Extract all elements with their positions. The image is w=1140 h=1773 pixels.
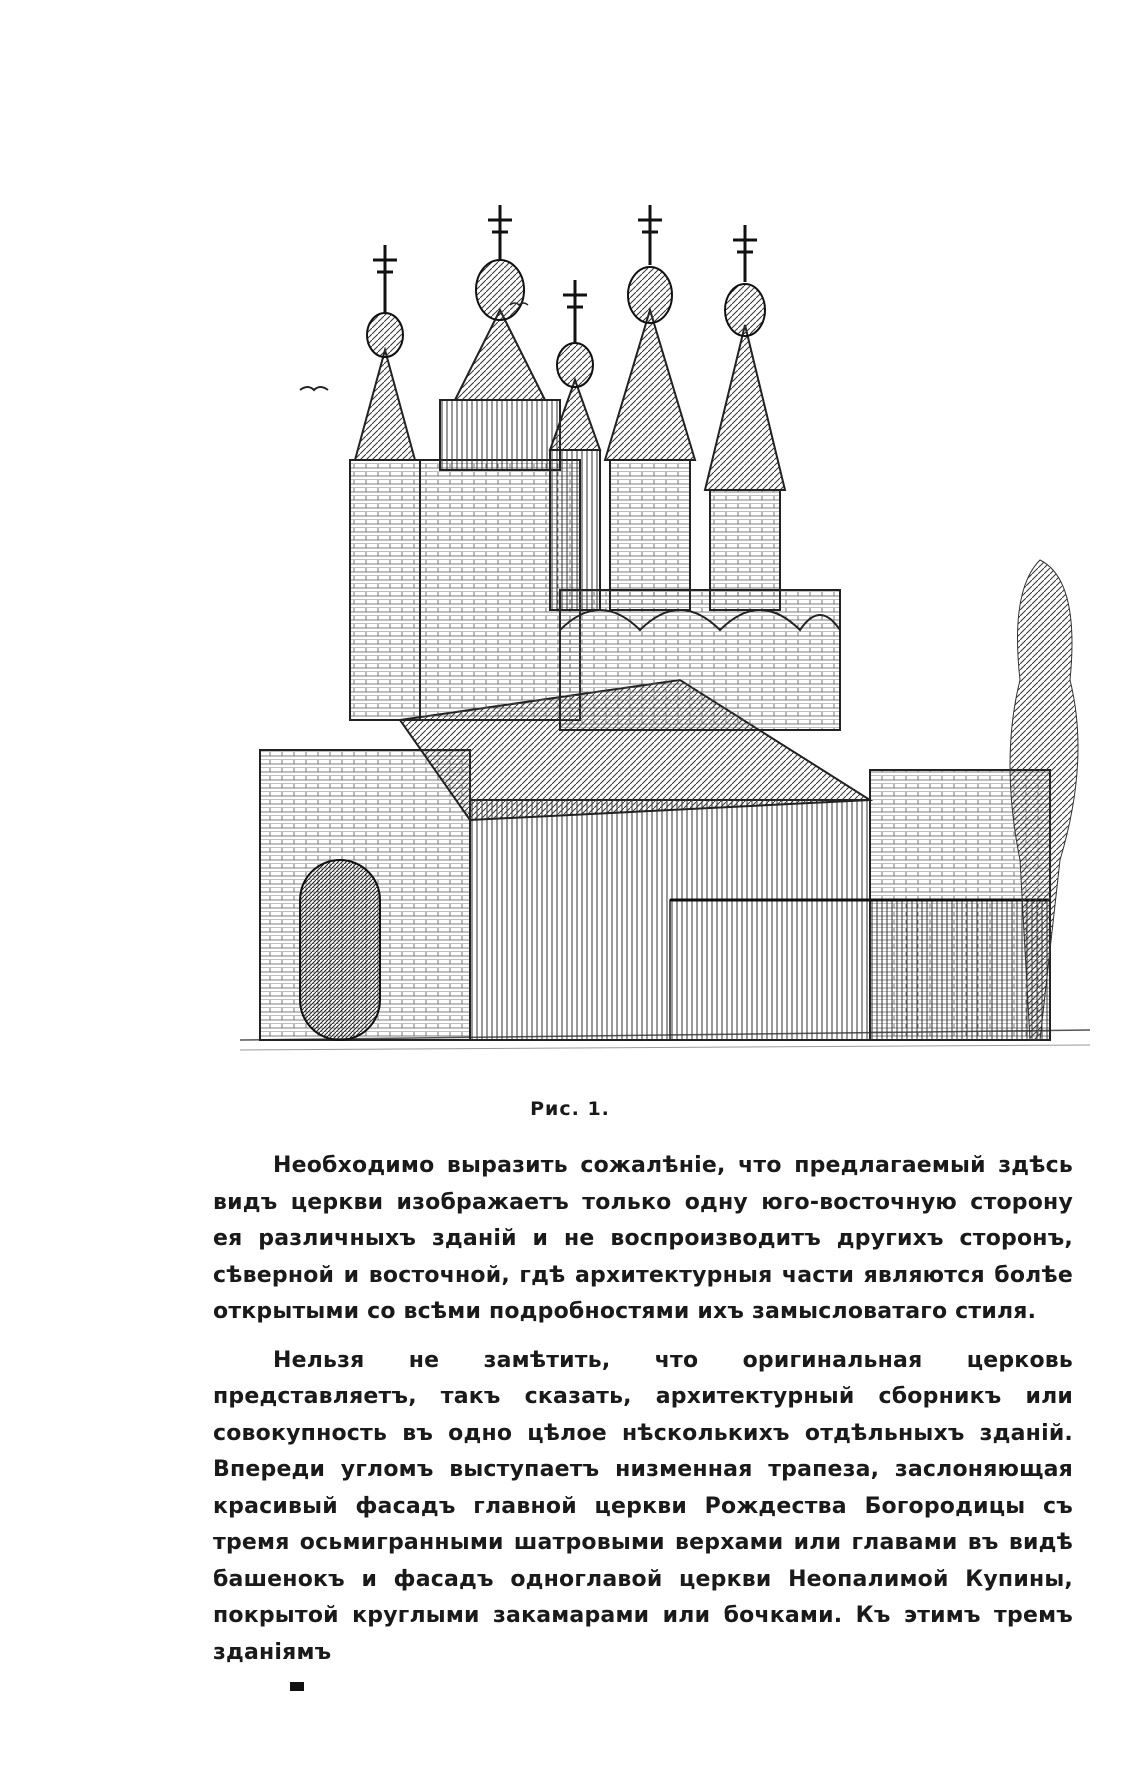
- church-engraving-icon: [240, 160, 1090, 1090]
- paragraph-1: Необходимо выразить сожалѣніе, что предлагаемый здѣсь видъ церкви изображаетъ только одну юго-восточную сторону ея различныхъ зданій и не воспроизводитъ другихъ сторонъ, сѣверной и восточной, гдѣ архитектурныя части являются болѣе открытыми со всѣми подробностями ихъ замысловатаго стиля.: [213, 1153, 1073, 1324]
- paragraph-2: Нельзя не замѣтить, что оригинальная церковь представляетъ, такъ сказать, архитектурный сборникъ или совокупность въ одно цѣлое нѣсколькихъ отдѣльныхъ зданій. Впереди угломъ выступаетъ низменная трапеза, заслоняющая красивый фасадъ главной церкви Рождества Богородицы съ тремя осьмигранными шатровыми верхами или главами въ видѣ башенокъ и фасадъ одноглавой церкви Неопалимой Купины, покрытой круглыми закамарами или бочками. Къ этимъ тремъ зданіямъ: [213, 1347, 1073, 1665]
- figure-caption: Рис. 1.: [530, 1098, 610, 1120]
- church-illustration: [240, 160, 1090, 1090]
- body-text: [213, 1148, 1073, 1671]
- page-mark: [290, 1682, 304, 1691]
